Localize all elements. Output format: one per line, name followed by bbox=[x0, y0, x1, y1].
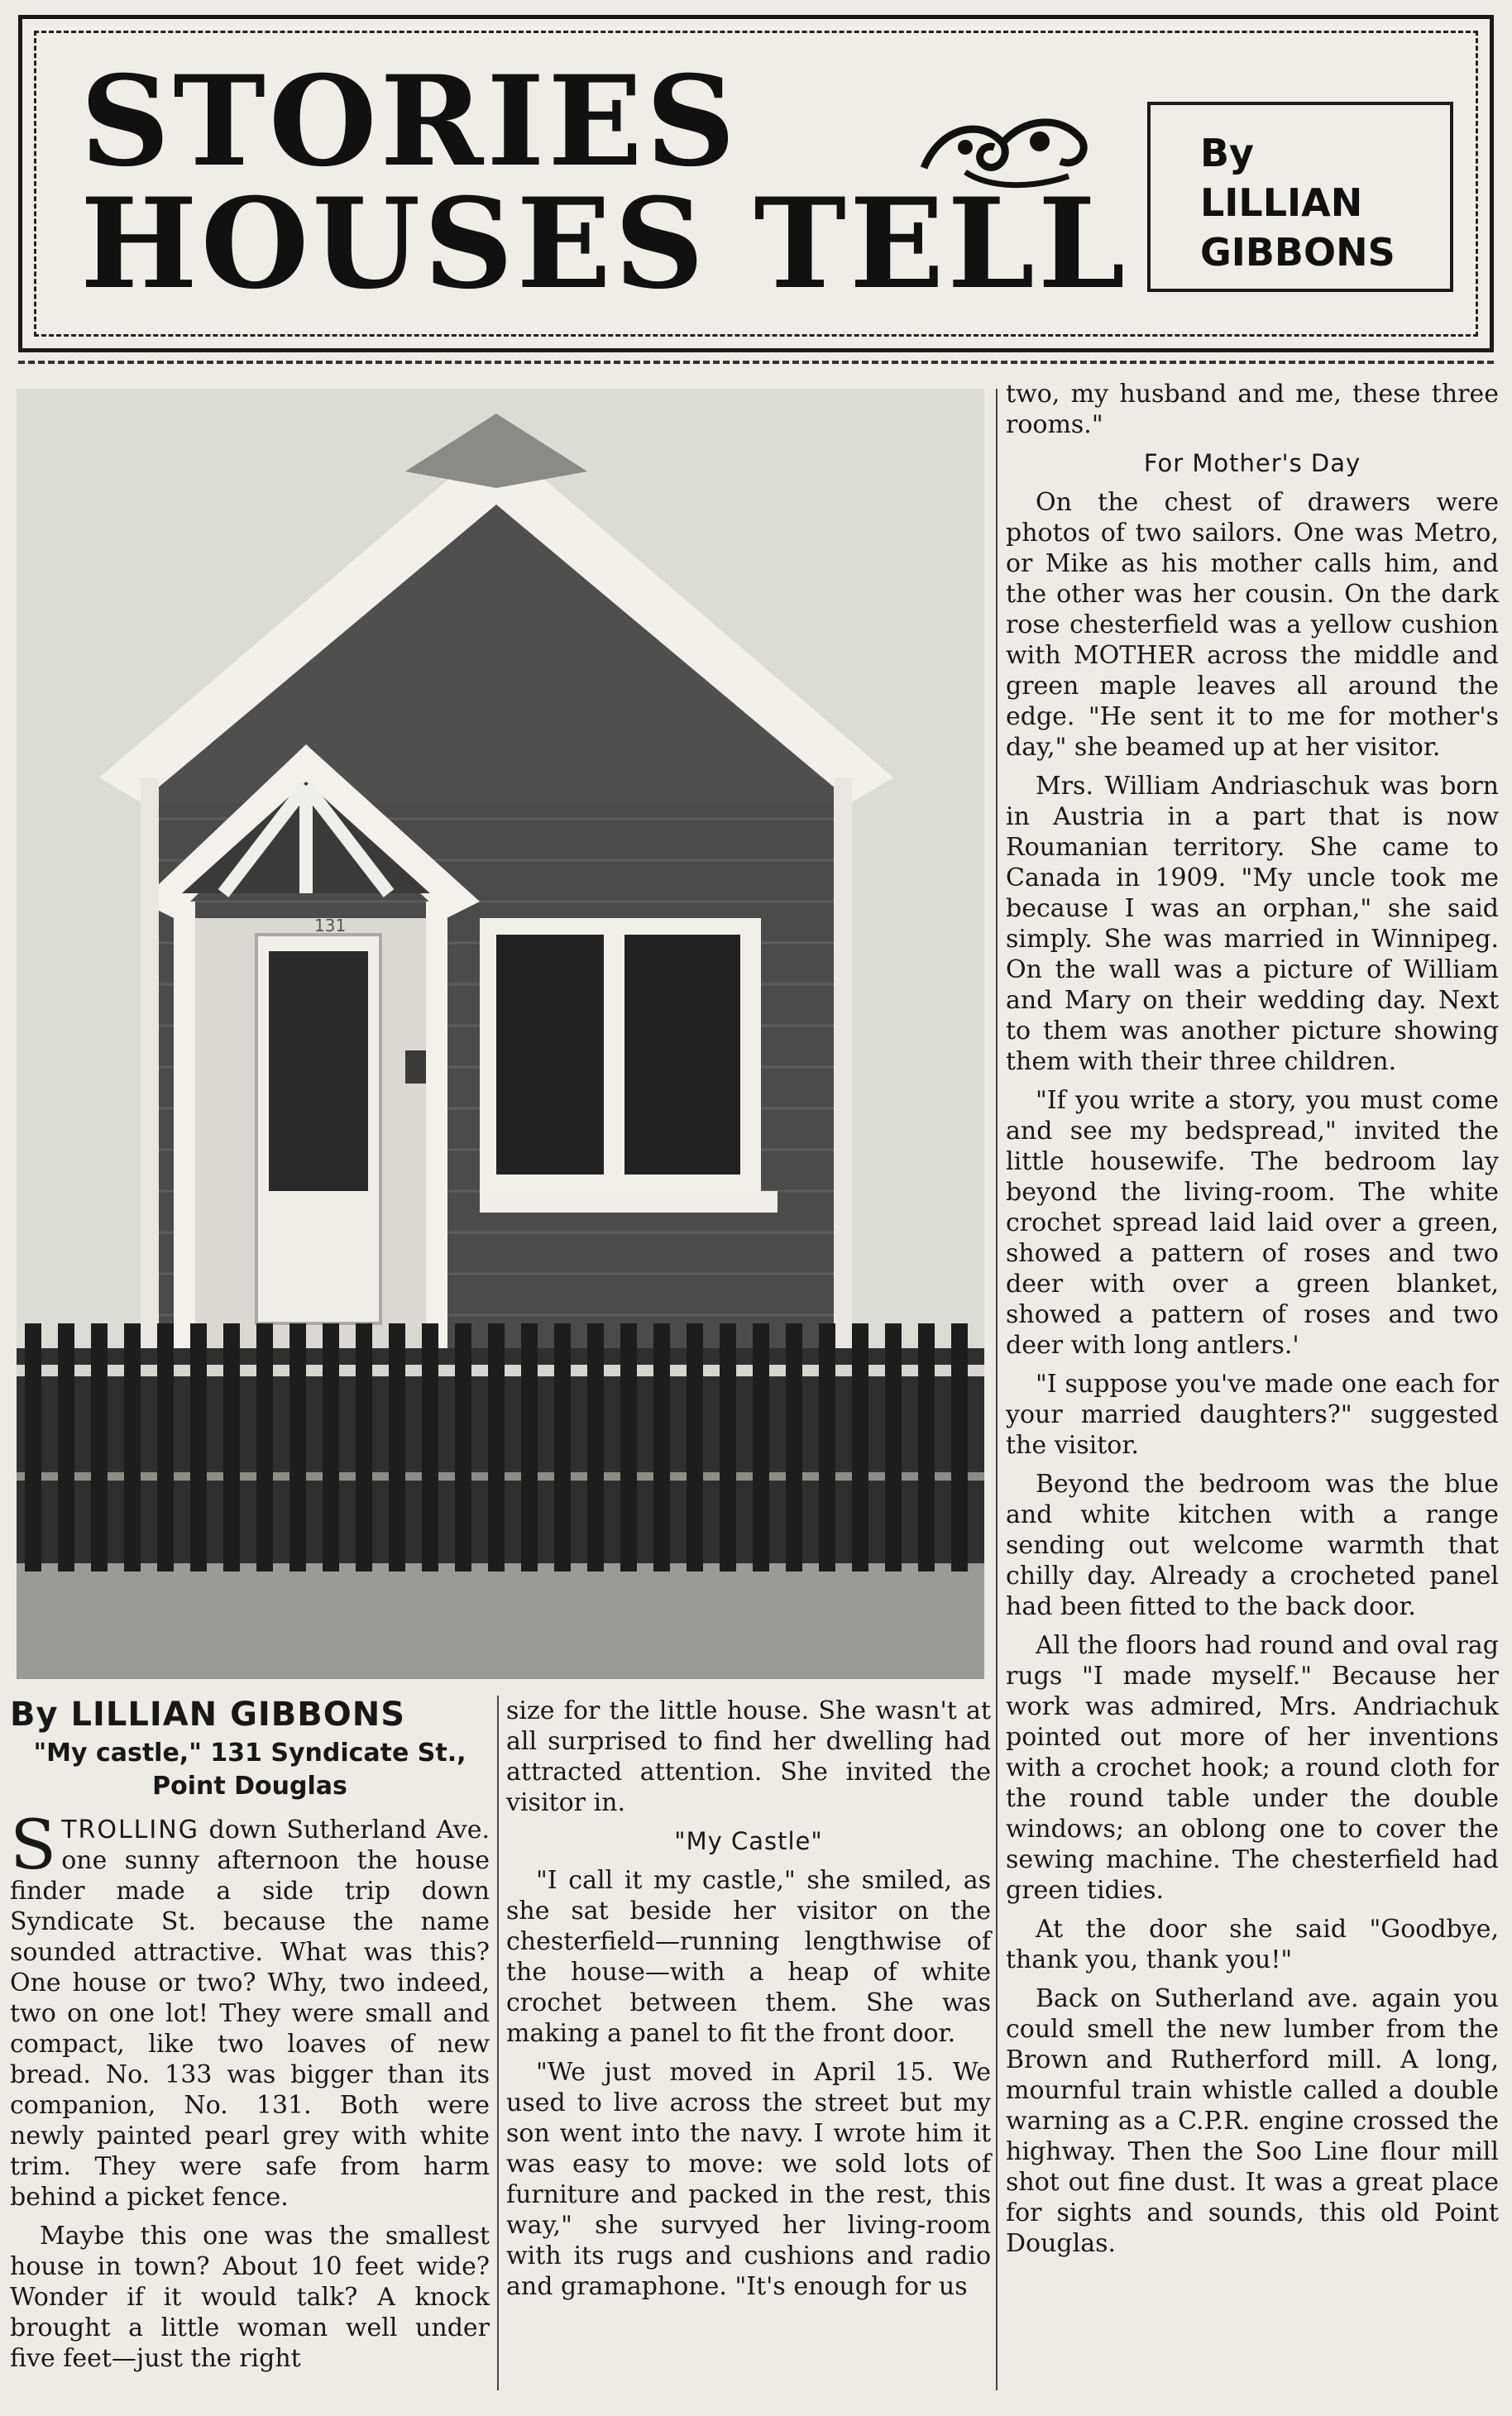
paragraph-13: At the door she said "Goodbye, thank you, thank you!" bbox=[1006, 1915, 1499, 1974]
column-rule-right bbox=[996, 389, 998, 2390]
header-banner bbox=[18, 15, 1494, 352]
byline-first-name: LILLIAN bbox=[1200, 180, 1363, 225]
byline-box bbox=[1147, 102, 1453, 292]
house-number: 131 bbox=[314, 916, 347, 935]
paragraph-2: Maybe this one was the smallest house in town? About 10 feet wide? Wonder if it would talk? A knock brought a little woman well under five feet—just the right bbox=[10, 2222, 490, 2373]
flourish-ornament-icon bbox=[916, 110, 1098, 201]
paragraph-7: On the chest of drawers were photos of two sailors. One was Metro, or Mike as his mother calls him, and the other was her cousin. On the dark rose chesterfield was a yellow cushion with MOTHER across the middle and green maple leaves all around the edge. "He sent it to me for mother's day," she beamed up at her visitor. bbox=[1006, 488, 1499, 762]
article-byline: By LILLIAN GIBBONS bbox=[10, 1696, 406, 1734]
article-column-3 bbox=[1006, 379, 1499, 2267]
column-rule-left bbox=[497, 1696, 499, 2390]
subhead-mothers-day: For Mother's Day bbox=[1143, 449, 1361, 477]
header-rule bbox=[18, 361, 1494, 364]
paragraph-5: "We just moved in April 15. We used to live across the street but my son went into the navy. I wrote him it was easy to move: we sold lots of furniture and packed in the rest, this way," she survyed her living-room with its rugs and cushions and radio and gramaphone. "It's enough for us bbox=[506, 2058, 991, 2301]
paragraph-12: All the floors had round and oval rag rugs "I made myself." Because her work was admired, Mrs. Andriachuk pointed out more of her inventions with a crochet hook; a round cloth for the round table under the double windows; an oblong one to cover the sewing machine. The chesterfield had green tidies. bbox=[1006, 1631, 1499, 1905]
paragraph-10: "I suppose you've made one each for your married daughters?" suggested the visitor. bbox=[1006, 1370, 1499, 1460]
paragraph-14: Back on Sutherland ave. again you could smell the new lumber from the Brown and Rutherford mill. A long, mournful train whistle called a double warning as a C.P.R. engine crossed the highway. Then the Soo Line flour mill shot out fine dust. It was a great place for sights and sounds, this old Point Douglas. bbox=[1006, 1984, 1499, 2258]
paragraph-11: Beyond the bedroom was the blue and white kitchen with a range sending out welcome warmth that chilly day. Already a crocheted panel had been fitted to the back door. bbox=[1006, 1470, 1499, 1621]
drop-cap: S bbox=[10, 1806, 57, 1885]
title-line-2: HOUSES TELL bbox=[80, 171, 1129, 317]
title-line-1: STORIES bbox=[80, 49, 739, 194]
paragraph-1-text: down Sutherland Ave. one sunny afternoon the house finder made a side trip down Syndicate St. because the name sounded attractive. What was this? One house or two? Why, two indeed, two on one lot! They were small and compact, like two loaves of new bread. No. 133 was bigger than its companion, No. 131. Both were newly painted pearl grey with white trim. They were safe from harm behind a picket fence. bbox=[10, 1816, 490, 2212]
paragraph-8: Mrs. William Andriaschuk was born in Austria in a part that is now Roumanian territory. She came to Canada in 1909. "My uncle took me because I was an orphan," she said simply. She was married in Winnipeg. On the wall was a picture of William and Mary on their wedding day. Next to them was another picture showing them with their three children. bbox=[1006, 772, 1499, 1076]
caption-line-1: "My castle," 131 Syndicate St., bbox=[33, 1739, 467, 1768]
byline-by: By bbox=[1200, 131, 1255, 175]
paragraph-9: "If you write a story, you must come and see my bedspread," invited the little housewife. The bedroom lay beyond the living-room. The white crochet spread laid laid over a green, showed a pattern of roses and two deer with over a green blanket, showed a pattern of roses and two deer with long antlers.' bbox=[1006, 1086, 1499, 1360]
paragraph-3: size for the little house. She wasn't at all surprised to find her dwelling had attracted attention. She invited the visitor in. bbox=[506, 1696, 991, 1817]
article-column-2 bbox=[506, 1696, 991, 2310]
paragraph-1 bbox=[10, 1806, 490, 2213]
lead-word: TROLLING bbox=[61, 1816, 199, 1844]
article-column-1 bbox=[10, 1696, 490, 2382]
photo-caption bbox=[10, 1737, 490, 1803]
caption-line-2: Point Douglas bbox=[152, 1772, 347, 1801]
subhead-my-castle: "My Castle" bbox=[674, 1827, 823, 1855]
house-photo bbox=[17, 389, 984, 1679]
paragraph-6: two, my husband and me, these three rooms." bbox=[1006, 380, 1499, 439]
byline-last-name: GIBBONS bbox=[1200, 230, 1395, 275]
paragraph-4: "I call it my castle," she smiled, as she sat beside her visitor on the chesterfield—running lengthwise of the house—with a heap of white crochet between them. She was making a panel to fit the front door. bbox=[506, 1866, 991, 2048]
